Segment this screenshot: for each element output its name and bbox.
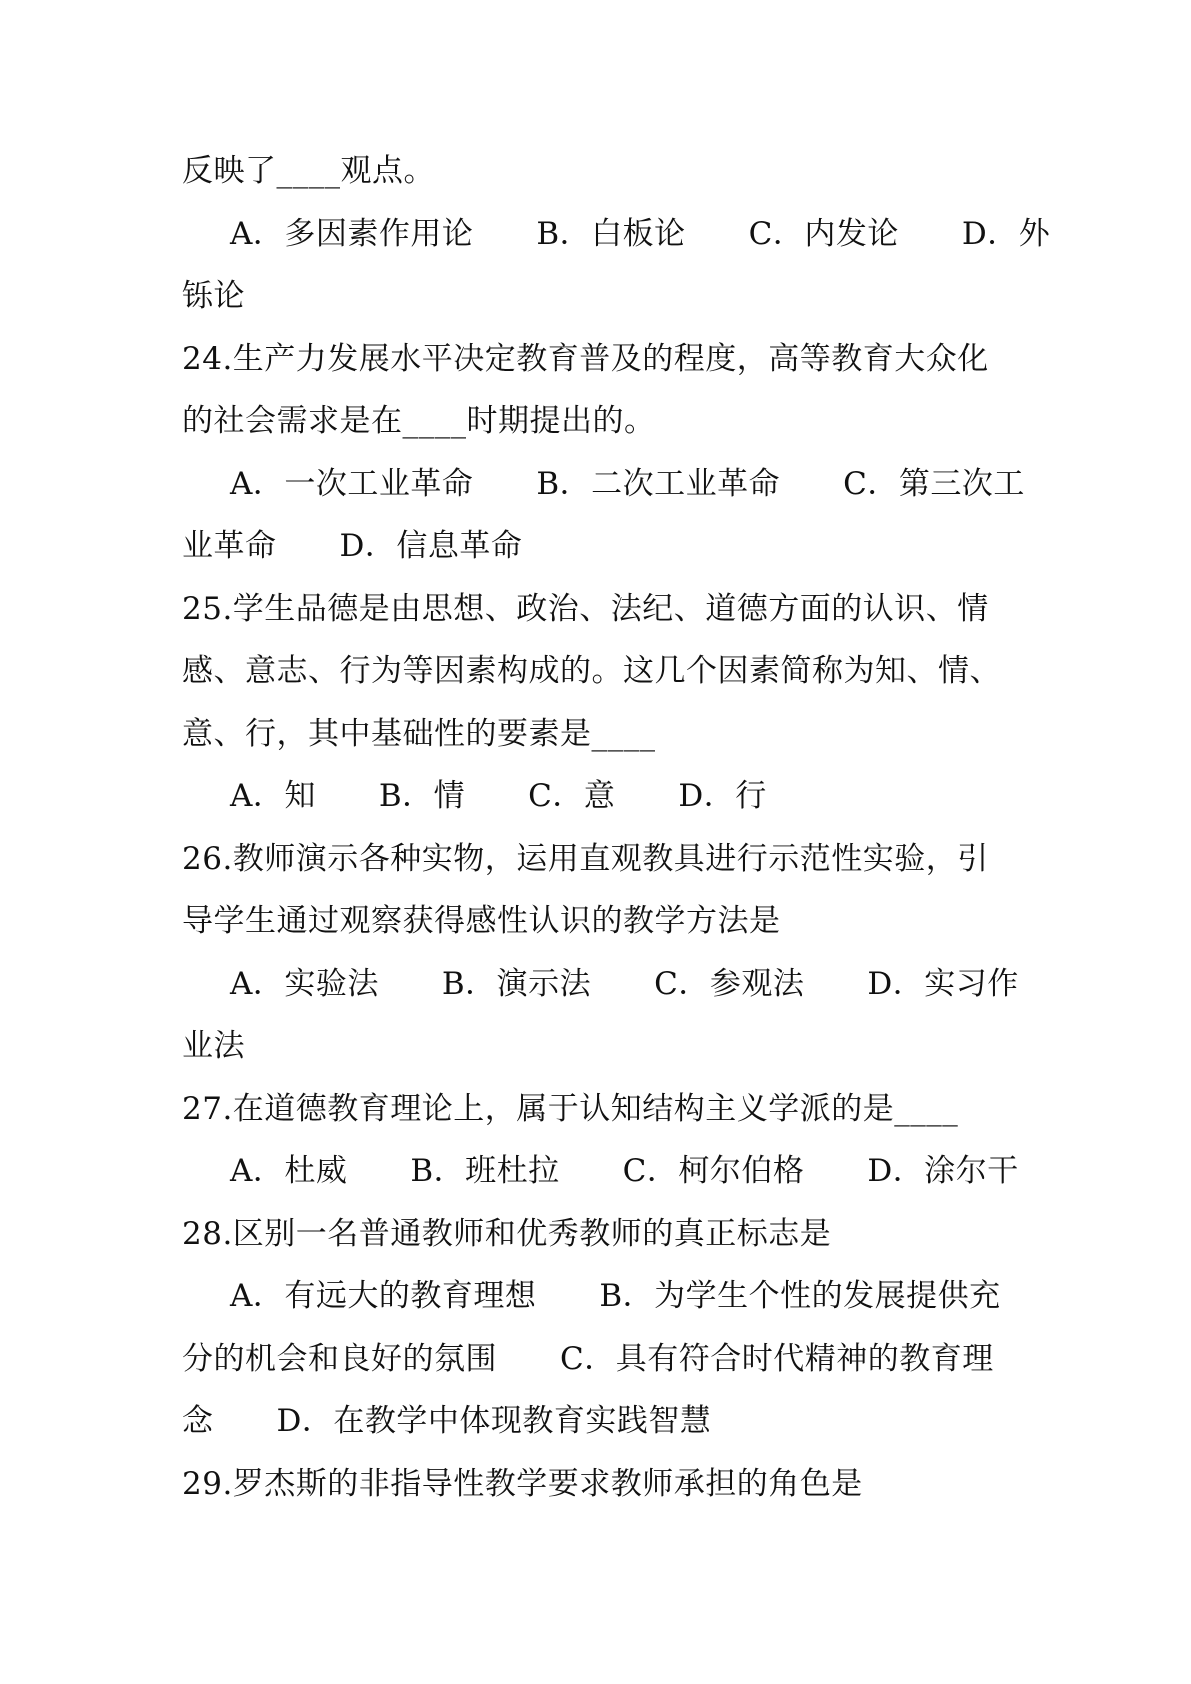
text-line: 意、行，其中基础性的要素是____ (182, 715, 656, 752)
text-line: A．知 B．情 C．意 D．行 (230, 778, 767, 814)
text-line: 26.教师演示各种实物，运用直观教具进行示范性实验，引 (182, 840, 989, 877)
text-line: 业法 (182, 1028, 245, 1064)
text-line: 28.区别一名普通教师和优秀教师的真正标志是 (182, 1215, 832, 1252)
text-line: A．杜威 B．班杜拉 C．柯尔伯格 D．涂尔干 (230, 1153, 1019, 1189)
text-line: 反映了____观点。 (182, 153, 435, 189)
text-line: A．实验法 B．演示法 C．参观法 D．实习作 (230, 965, 1019, 1002)
text-line: A．一次工业革命 B．二次工业革命 C．第三次工 (230, 465, 1025, 502)
text-line: 的社会需求是在____时期提出的。 (182, 403, 656, 439)
text-line: 29.罗杰斯的非指导性教学要求教师承担的角色是 (182, 1465, 863, 1502)
text-line: A．有远大的教育理想 B．为学生个性的发展提供充 (230, 1278, 1001, 1314)
text-line: 导学生通过观察获得感性认识的教学方法是 (182, 903, 781, 939)
text-line: 业革命 D．信息革命 (182, 528, 523, 564)
question-text-block (182, 140, 1051, 1515)
text-line: 念 D．在教学中体现教育实践智慧 (182, 1403, 712, 1439)
text-line: 分的机会和良好的氛围 C．具有符合时代精神的教育理 (182, 1340, 994, 1377)
text-line: 27.在道德教育理论上，属于认知结构主义学派的是____ (182, 1090, 959, 1127)
text-line: A．多因素作用论 B．白板论 C．内发论 D．外 (230, 215, 1051, 252)
text-line: 24.生产力发展水平决定教育普及的程度，高等教育大众化 (182, 340, 989, 377)
text-line: 25.学生品德是由思想、政治、法纪、道德方面的认识、情 (182, 590, 989, 627)
text-line: 感、意志、行为等因素构成的。这几个因素简称为知、情、 (182, 653, 1001, 689)
text-line: 铄论 (182, 278, 245, 314)
